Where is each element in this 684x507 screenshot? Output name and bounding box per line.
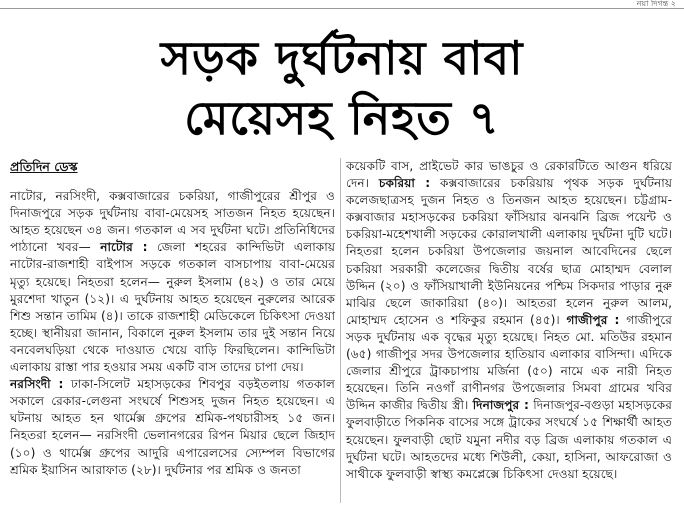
page-marker: নয়া দিগন্ত ২ (636, 0, 676, 8)
place-gazipur: গাজীপুর : (566, 312, 620, 327)
place-dinajpur: দিনাজপুর : (472, 398, 529, 413)
intro-text: নাটোর, নরসিংদী, কক্সবাজারের চকরিয়া, গাজীপুরের শ্রীপুর ও দিনাজপুরে সড়ক দুর্ঘটনায় বাবা-মেয়েসহ সাতজন নিহত হয়েছেন। আহত হয়েছেন ৩৪ জন। গতকাল এ সব দুর্ঘটনা ঘটে। প্রতিনিধিদের পাঠানো খবর— (10, 189, 335, 255)
byline: প্রতিদিন ডেস্ক (10, 159, 78, 174)
page-header-rule (0, 0, 684, 9)
place-narsingdi: নরসিংদী : (10, 377, 64, 392)
chakaria-report: কক্সবাজারের চকরিয়ায় পৃথক সড়ক দুর্ঘটনায় কলেজছাত্রসহ দুজন নিহত ও তিনজন আহত হয়েছেন। চট্টগ্রাম-কক্সবাজার মহাসড়কের চকরিয়া ফাঁসিয়ার ঝনঝনি ব্রিজ পয়েন্ট ও চকরিয়া-মহেশখালী সড়কের কোরালখালী এলাকায় দুর্ঘটনা দুটি ঘটে। নিহতরা হলেন চকরিয়া উপজেলার জয়নাল আবেদিনের ছেলে চকরিয়া সরকারী কলেজের দ্বিতীয় বর্ষের ছাত্র মোহাম্মদ বেলাল উদ্দিন (২০) ও ফাঁসিয়াখালী ইউনিয়নের পশ্চিম সিকদার পাড়ার নুরু মাঝির ছেলে জাকারিয়া (৪০)। আহতরা হলেন নুরুল আলম, মোহাম্মদ হোসেন ও শফিকুর রহমান (৪৫)। (346, 176, 673, 327)
gazipur-report: গাজীপুরে সড়ক দুর্ঘটনায় এক বৃদ্ধের মৃত্যু হয়েছে। নিহত মো. মতিউর রহমান (৬৫) গাজীপুর সদর উপজেলার হাতিয়াব এলাকার বাসিন্দা। এদিকে জেলার শ্রীপুরে ট্রাকচাপায় মর্জিনা (৫০) নামে এক নারী নিহত হয়েছেন। তিনি নওগাঁ রাণীনগর উপজেলার সিমবা গ্রামের খবির উদ্দিন কাজীর দ্বিতীয় স্ত্রী। (346, 312, 672, 413)
narsingdi-report: ঢাকা-সিলেট মহাসড়কের শিবপুর বড়ইতলায় গতকাল সকালে রেকার-লেগুনা সংঘর্ষে শিশুসহ দুজন নিহত হয়েছেন। এ ঘটনায় আহত হন থার্মেক্স গ্রুপের শ্রমিক-পথচারীসহ ১৫ জন। নিহতরা হলেন— নরসিংদী ভেলানগরের রিপন মিয়ার ছেলে জিহাদ (১০) ও থার্মেক্স গ্রুপের আদুরি এপারেলসের স্যেম্পল বিভাগের শ্রমিক ইয়াসিন আরাফাত (২৮)। দুর্ঘটনার পর শ্রমিক ও জনতা (10, 377, 335, 477)
continued-text: কয়েকটি বাস, প্রাইভেট কার ভাঙচুর ও রেকারটিতে আগুন ধরিয়ে দেন। (346, 159, 672, 191)
place-chakaria: চকরিয়া : (378, 176, 431, 191)
paragraph-narsingdi (10, 376, 335, 479)
natore-report: জেলা শহরের কান্দিভিটা এলাকায় নাটোর-রাজশাহী বাইপাস সড়কে গতকাল বাসচাপায় বাবা-মেয়ের মৃত্যু হয়েছে। নিহতরা হলেন— নুরুল ইসলাম (৪২) ও তার মেয়ে মুরশেদা খাতুন (১২)। এ দুর্ঘটনায় আহত হয়েছেন নুরুলের আরেক শিশু সন্তান তামিম (৪)। তাকে রাজশাহী মেডিকেলে চিকিৎসা দেওয়া হচ্ছে। স্থানীয়রা জানান, বিকালে নুরুল ইসলাম তার দুই সন্তান নিয়ে বনবেলঘড়িয়া থেকে দাওয়াত খেয়ে বাড়ি ফিরছিলেন। কান্দিভিটা এলাকায় রাস্তা পার হওয়ার সময় একটি বাস তাদের চাপা দেয়। (10, 240, 335, 375)
place-natore: নাটোর : (100, 240, 148, 255)
paragraph-intro (10, 188, 335, 376)
headline-line-2: মেয়েসহ নিহত ৭ (184, 91, 500, 145)
dinajpur-report: দিনাজপুর-বগুড়া মহাসড়কের ফুলবাড়ীতে পিকনিক বাসের সঙ্গে ট্রাকের সংঘর্ষে ১৫ শিক্ষার্থী আহত হয়েছেন। ফুলবাড়ী ছোট যমুনা নদীর বড় ব্রিজ এলাকায় গতকাল এ দুর্ঘটনা ঘটে। আহতদের মধ্যে শিউলী, কেয়া, হাসিনা, আফরোজা ও সাথীকে ফুলবাড়ী স্বাস্থ্য কমপ্লেক্সে চিকিৎসা দেওয়া হয়েছে। (346, 398, 673, 481)
column-divider (340, 158, 341, 503)
headline-line-1: সড়ক দুর্ঘটনায় বাবা (160, 31, 524, 85)
article-column-right (346, 158, 672, 483)
article-column-left (10, 158, 335, 479)
paragraph-continued (346, 158, 672, 483)
